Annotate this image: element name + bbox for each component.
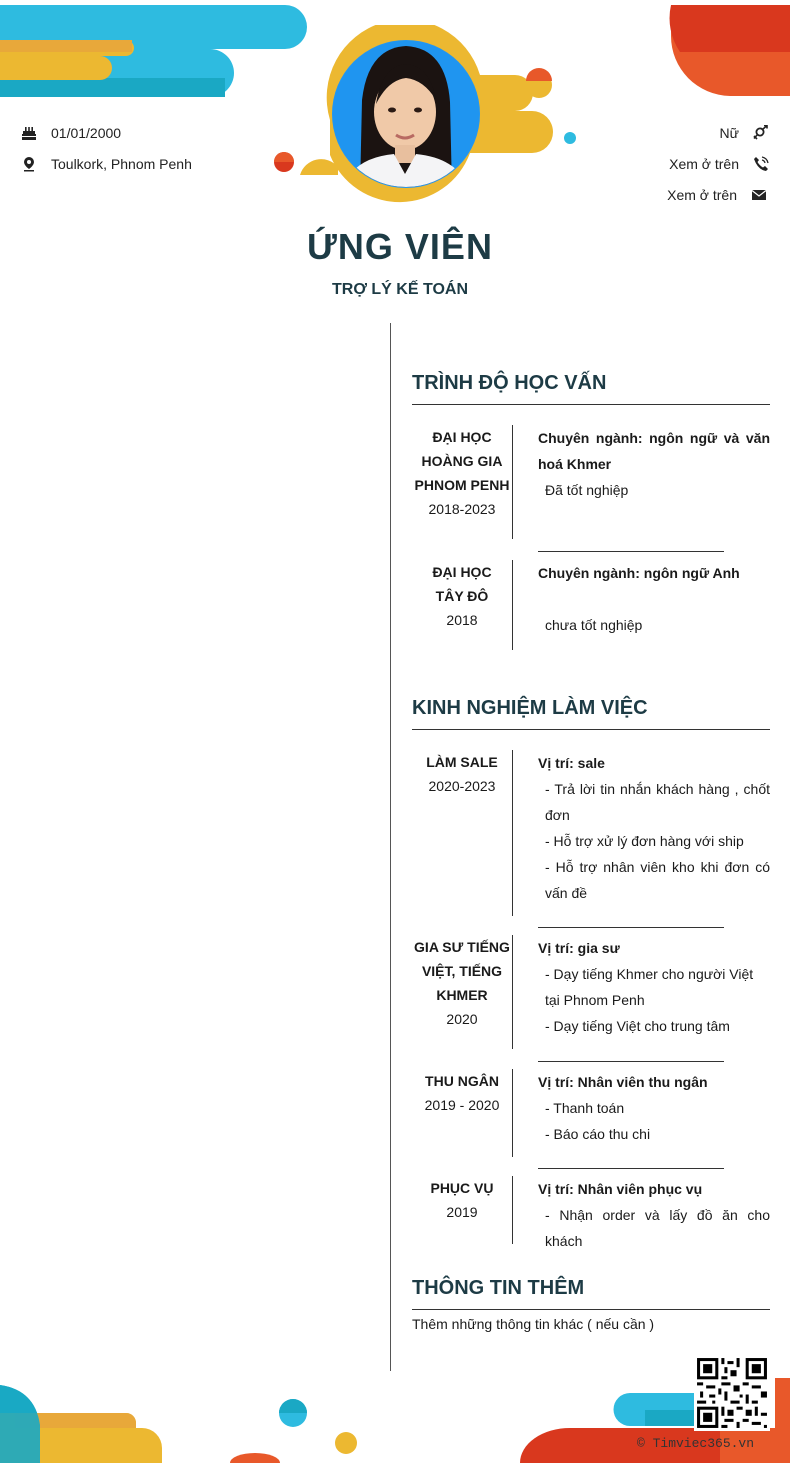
experience-item xyxy=(412,750,770,916)
job-title: TRỢ LÝ KẾ TOÁN xyxy=(331,281,469,298)
company-name: LÀM SALE xyxy=(426,754,498,770)
separator xyxy=(538,927,724,928)
education-item xyxy=(412,560,770,650)
location-pin-icon xyxy=(21,156,37,172)
experience-years: 2020 xyxy=(446,1011,478,1027)
school-name: ĐẠI HỌC HOÀNG GIA PHNOM PENH xyxy=(414,429,510,493)
experience-years: 2019 xyxy=(446,1204,478,1220)
qr-code xyxy=(694,1355,770,1431)
column-divider xyxy=(390,323,391,1371)
copyright: © Timviec365.vn xyxy=(637,1436,755,1451)
duty: - Trả lời tin nhắn khách hàng , chốt đơn xyxy=(545,781,770,823)
additional-heading: THÔNG TIN THÊM xyxy=(412,1277,770,1310)
experience-years: 2019 - 2020 xyxy=(424,1097,500,1113)
education-years: 2018-2023 xyxy=(428,501,496,517)
phone-icon xyxy=(753,156,769,172)
duty: - Thanh toán xyxy=(545,1100,625,1116)
company-name: GIA SƯ TIẾNG VIỆT, TIẾNG KHMER xyxy=(414,939,510,1003)
school-name: ĐẠI HỌC TÂY ĐÔ xyxy=(432,564,492,604)
duty: - Dạy tiếng Khmer cho người Việt tại Phnom Penh xyxy=(545,966,754,1008)
education-heading: TRÌNH ĐỘ HỌC VẤN xyxy=(412,372,770,405)
position: Vị trí: Nhân viên thu ngân xyxy=(538,1074,708,1090)
separator xyxy=(538,551,724,552)
position: Vị trí: gia sư xyxy=(538,940,620,956)
experience-years: 2020-2023 xyxy=(428,778,496,794)
top-right-decoration xyxy=(660,0,800,110)
experience-item xyxy=(412,1069,770,1157)
company-name: PHỤC VỤ xyxy=(430,1180,494,1196)
experience-item xyxy=(412,1176,770,1254)
phone: Xem ở trên xyxy=(669,156,769,172)
duty: - Dạy tiếng Việt cho trung tâm xyxy=(545,1018,730,1034)
education-major: Chuyên ngành: ngôn ngữ và văn hoá Khmer xyxy=(538,430,770,472)
separator xyxy=(538,1061,724,1062)
duty: - Hỗ trợ xử lý đơn hàng với ship xyxy=(545,833,744,849)
duty: - Hỗ trợ nhân viên kho khi đơn có vấn đề xyxy=(545,859,770,901)
duty: - Báo cáo thu chi xyxy=(545,1126,651,1142)
position: Vị trí: Nhân viên phục vụ xyxy=(538,1181,703,1197)
education-major: Chuyên ngành: ngôn ngữ Anh xyxy=(538,565,740,581)
education-status: Đã tốt nghiệp xyxy=(545,482,629,498)
candidate-name: ỨNG VIÊN xyxy=(307,226,493,267)
company-name: THU NGÂN xyxy=(425,1073,499,1089)
duty: - Nhận order và lấy đồ ăn cho khách xyxy=(545,1207,770,1249)
education-status: chưa tốt nghiệp xyxy=(545,617,643,633)
education-item xyxy=(412,425,770,539)
experience-item xyxy=(412,935,770,1049)
additional-text: Thêm những thông tin khác ( nếu cần ) xyxy=(412,1316,655,1332)
gender: Nữ xyxy=(720,125,769,141)
experience-heading: KINH NGHIỆM LÀM VIỆC xyxy=(412,697,770,730)
position: Vị trí: sale xyxy=(538,755,605,771)
birth-date: 01/01/2000 xyxy=(21,125,121,141)
email: Xem ở trên xyxy=(667,187,767,203)
email-icon xyxy=(751,187,767,203)
birthday-cake-icon xyxy=(21,125,37,141)
separator xyxy=(538,1168,724,1169)
bottom-left-decoration xyxy=(0,1370,370,1463)
address: Toulkork, Phnom Penh xyxy=(21,156,192,172)
candidate-photo xyxy=(332,40,480,188)
education-years: 2018 xyxy=(446,612,478,628)
gender-icon xyxy=(753,125,769,141)
